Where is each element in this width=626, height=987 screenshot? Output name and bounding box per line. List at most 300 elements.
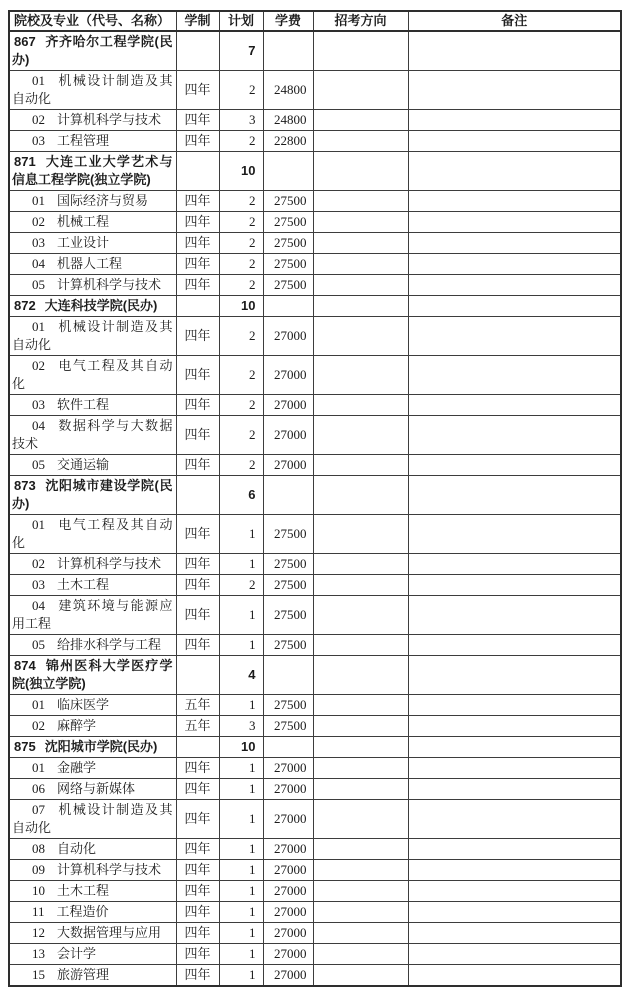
major-recruit-direction-cell (313, 455, 408, 476)
major-name-cell (9, 923, 176, 944)
major-row (9, 800, 621, 839)
major-duration-cell: 四年 (176, 233, 219, 254)
major-duration-cell: 四年 (176, 800, 219, 839)
major-recruit-direction-cell (313, 515, 408, 554)
major-remarks-cell (408, 317, 621, 356)
section-tuition-cell (263, 656, 313, 695)
major-name: 机械工程 (57, 214, 110, 229)
major-duration-cell: 四年 (176, 395, 219, 416)
major-name: 计算机科学与技术 (57, 862, 162, 877)
major-row (9, 635, 621, 656)
major-name: 国际经济与贸易 (57, 193, 149, 208)
major-recruit-direction-cell (313, 275, 408, 296)
major-name: 数据科学与大数据技术 (12, 418, 173, 451)
major-row (9, 71, 621, 110)
major-recruit-direction-cell (313, 923, 408, 944)
section-plan-cell: 10 (219, 296, 263, 317)
section-name: 齐齐哈尔工程学院(民办) (12, 34, 173, 67)
section-name-cell (9, 476, 176, 515)
major-code: 12 (32, 925, 45, 940)
section-recruit-direction-cell (313, 476, 408, 515)
major-code: 02 (32, 718, 45, 733)
major-name-cell (9, 779, 176, 800)
major-recruit-direction-cell (313, 356, 408, 395)
major-name: 计算机科学与技术 (57, 112, 162, 127)
major-duration-cell: 四年 (176, 455, 219, 476)
major-row (9, 965, 621, 987)
major-duration-cell: 四年 (176, 902, 219, 923)
major-name: 工业设计 (57, 235, 110, 250)
section-duration-cell (176, 152, 219, 191)
major-plan-cell: 3 (219, 110, 263, 131)
table-header (9, 11, 621, 31)
major-plan-cell: 1 (219, 860, 263, 881)
major-recruit-direction-cell (313, 902, 408, 923)
major-name-cell (9, 317, 176, 356)
major-row (9, 191, 621, 212)
major-name-cell (9, 191, 176, 212)
major-code: 01 (32, 517, 45, 532)
section-tuition-cell (263, 476, 313, 515)
section-plan-cell: 4 (219, 656, 263, 695)
major-name: 自动化 (57, 841, 97, 856)
major-recruit-direction-cell (313, 944, 408, 965)
section-recruit-direction-cell (313, 737, 408, 758)
major-name: 计算机科学与技术 (57, 556, 162, 571)
section-remarks-cell (408, 737, 621, 758)
major-tuition-cell: 27500 (263, 695, 313, 716)
section-name-cell (9, 656, 176, 695)
major-name: 机械设计制造及其自动化 (12, 802, 173, 835)
major-plan-cell: 1 (219, 965, 263, 987)
major-duration-cell: 四年 (176, 635, 219, 656)
major-duration-cell: 四年 (176, 575, 219, 596)
major-plan-cell: 1 (219, 596, 263, 635)
major-name-cell (9, 596, 176, 635)
major-remarks-cell (408, 71, 621, 110)
major-code: 10 (32, 883, 45, 898)
major-plan-cell: 1 (219, 944, 263, 965)
major-tuition-cell: 24800 (263, 71, 313, 110)
admissions-plan-table (8, 10, 622, 987)
major-recruit-direction-cell (313, 554, 408, 575)
major-recruit-direction-cell (313, 131, 408, 152)
header-row (9, 11, 621, 31)
major-code: 02 (32, 358, 45, 373)
major-code: 02 (32, 112, 45, 127)
section-plan-cell: 10 (219, 152, 263, 191)
major-code: 01 (32, 319, 45, 334)
major-code: 04 (32, 598, 45, 613)
major-remarks-cell (408, 758, 621, 779)
major-recruit-direction-cell (313, 254, 408, 275)
section-name: 沈阳城市学院(民办) (44, 739, 158, 754)
major-name-cell (9, 110, 176, 131)
major-duration-cell: 四年 (176, 881, 219, 902)
major-row (9, 416, 621, 455)
major-remarks-cell (408, 596, 621, 635)
major-name: 工程管理 (57, 133, 110, 148)
major-tuition-cell: 27000 (263, 800, 313, 839)
section-remarks-cell (408, 476, 621, 515)
major-row (9, 596, 621, 635)
major-duration-cell: 四年 (176, 923, 219, 944)
major-row (9, 395, 621, 416)
major-plan-cell: 1 (219, 515, 263, 554)
major-name-cell (9, 839, 176, 860)
section-code: 872 (14, 298, 36, 313)
major-row (9, 839, 621, 860)
section-plan-cell: 7 (219, 31, 263, 71)
major-code: 04 (32, 256, 45, 271)
major-name-cell (9, 902, 176, 923)
section-name-cell (9, 152, 176, 191)
major-tuition-cell: 27000 (263, 860, 313, 881)
major-code: 06 (32, 781, 45, 796)
major-row (9, 575, 621, 596)
column-header-recruit-direction: 招考方向 (313, 11, 408, 31)
major-plan-cell: 1 (219, 800, 263, 839)
major-name-cell (9, 455, 176, 476)
major-code: 05 (32, 637, 45, 652)
major-code: 01 (32, 697, 45, 712)
major-tuition-cell: 27000 (263, 923, 313, 944)
major-code: 02 (32, 556, 45, 571)
major-tuition-cell: 27500 (263, 515, 313, 554)
section-row (9, 152, 621, 191)
major-code: 11 (32, 904, 45, 919)
major-code: 01 (32, 760, 45, 775)
major-remarks-cell (408, 839, 621, 860)
section-duration-cell (176, 476, 219, 515)
section-row (9, 31, 621, 71)
major-name-cell (9, 695, 176, 716)
column-header-duration: 学制 (176, 11, 219, 31)
major-name-cell (9, 515, 176, 554)
major-remarks-cell (408, 131, 621, 152)
major-tuition-cell: 27000 (263, 356, 313, 395)
major-plan-cell: 1 (219, 881, 263, 902)
major-duration-cell: 四年 (176, 317, 219, 356)
section-remarks-cell (408, 152, 621, 191)
column-header-plan: 计划 (219, 11, 263, 31)
major-name-cell (9, 71, 176, 110)
major-code: 01 (32, 193, 45, 208)
major-duration-cell: 五年 (176, 716, 219, 737)
major-row (9, 860, 621, 881)
section-code: 873 (14, 478, 36, 493)
section-recruit-direction-cell (313, 152, 408, 191)
major-tuition-cell: 27500 (263, 254, 313, 275)
column-header-school-major: 院校及专业（代号、名称） (9, 11, 176, 31)
major-name-cell (9, 575, 176, 596)
major-name-cell (9, 716, 176, 737)
section-code: 875 (14, 739, 36, 754)
major-row (9, 110, 621, 131)
major-name-cell (9, 554, 176, 575)
major-duration-cell: 四年 (176, 515, 219, 554)
major-remarks-cell (408, 233, 621, 254)
major-code: 03 (32, 397, 45, 412)
major-plan-cell: 1 (219, 839, 263, 860)
major-row (9, 212, 621, 233)
major-tuition-cell: 27000 (263, 758, 313, 779)
major-row (9, 356, 621, 395)
major-plan-cell: 2 (219, 254, 263, 275)
section-duration-cell (176, 737, 219, 758)
major-plan-cell: 2 (219, 395, 263, 416)
major-plan-cell: 2 (219, 191, 263, 212)
major-plan-cell: 1 (219, 695, 263, 716)
major-plan-cell: 2 (219, 455, 263, 476)
major-plan-cell: 1 (219, 635, 263, 656)
major-name-cell (9, 881, 176, 902)
major-name: 工程造价 (56, 904, 109, 919)
major-recruit-direction-cell (313, 860, 408, 881)
section-row (9, 296, 621, 317)
major-duration-cell: 四年 (176, 596, 219, 635)
major-duration-cell: 四年 (176, 110, 219, 131)
major-row (9, 317, 621, 356)
major-name: 旅游管理 (57, 967, 110, 982)
major-recruit-direction-cell (313, 839, 408, 860)
major-row (9, 716, 621, 737)
section-duration-cell (176, 31, 219, 71)
major-recruit-direction-cell (313, 71, 408, 110)
major-tuition-cell: 27000 (263, 944, 313, 965)
major-tuition-cell: 27500 (263, 191, 313, 212)
section-tuition-cell (263, 31, 313, 71)
major-duration-cell: 四年 (176, 554, 219, 575)
major-recruit-direction-cell (313, 965, 408, 987)
major-code: 07 (32, 802, 45, 817)
major-duration-cell: 五年 (176, 695, 219, 716)
major-name-cell (9, 212, 176, 233)
major-tuition-cell: 27500 (263, 575, 313, 596)
major-recruit-direction-cell (313, 191, 408, 212)
major-recruit-direction-cell (313, 695, 408, 716)
major-remarks-cell (408, 110, 621, 131)
major-remarks-cell (408, 554, 621, 575)
major-duration-cell: 四年 (176, 839, 219, 860)
major-plan-cell: 2 (219, 131, 263, 152)
major-tuition-cell: 27000 (263, 965, 313, 987)
major-tuition-cell: 27500 (263, 716, 313, 737)
major-duration-cell: 四年 (176, 779, 219, 800)
major-name: 会计学 (57, 946, 97, 961)
major-name: 软件工程 (57, 397, 110, 412)
major-recruit-direction-cell (313, 596, 408, 635)
major-tuition-cell: 27500 (263, 596, 313, 635)
major-code: 02 (32, 214, 45, 229)
major-row (9, 923, 621, 944)
section-name-cell (9, 296, 176, 317)
major-tuition-cell: 27500 (263, 233, 313, 254)
major-row (9, 695, 621, 716)
major-row (9, 554, 621, 575)
major-remarks-cell (408, 965, 621, 987)
major-tuition-cell: 27000 (263, 416, 313, 455)
major-row (9, 944, 621, 965)
major-remarks-cell (408, 455, 621, 476)
major-code: 13 (32, 946, 45, 961)
major-name-cell (9, 635, 176, 656)
major-remarks-cell (408, 275, 621, 296)
major-tuition-cell: 27000 (263, 881, 313, 902)
major-tuition-cell: 27000 (263, 395, 313, 416)
major-name: 机械设计制造及其自动化 (12, 319, 173, 352)
major-tuition-cell: 27500 (263, 554, 313, 575)
major-row (9, 902, 621, 923)
major-plan-cell: 2 (219, 416, 263, 455)
major-name: 麻醉学 (57, 718, 97, 733)
section-row (9, 737, 621, 758)
major-tuition-cell: 27500 (263, 212, 313, 233)
major-name: 交通运输 (57, 457, 110, 472)
major-duration-cell: 四年 (176, 212, 219, 233)
major-remarks-cell (408, 515, 621, 554)
major-row (9, 779, 621, 800)
major-remarks-cell (408, 902, 621, 923)
section-plan-cell: 6 (219, 476, 263, 515)
section-plan-cell: 10 (219, 737, 263, 758)
major-code: 03 (32, 235, 45, 250)
section-recruit-direction-cell (313, 31, 408, 71)
major-remarks-cell (408, 881, 621, 902)
major-duration-cell: 四年 (176, 965, 219, 987)
major-tuition-cell: 27000 (263, 839, 313, 860)
major-code: 09 (32, 862, 45, 877)
section-name: 沈阳城市建设学院(民办) (12, 478, 173, 511)
major-row (9, 881, 621, 902)
major-plan-cell: 1 (219, 554, 263, 575)
major-tuition-cell: 27000 (263, 902, 313, 923)
section-row (9, 476, 621, 515)
major-name: 金融学 (57, 760, 97, 775)
section-tuition-cell (263, 737, 313, 758)
major-tuition-cell: 27500 (263, 635, 313, 656)
section-recruit-direction-cell (313, 656, 408, 695)
major-remarks-cell (408, 923, 621, 944)
major-remarks-cell (408, 191, 621, 212)
section-name: 大连工业大学艺术与信息工程学院(独立学院) (12, 154, 173, 187)
major-recruit-direction-cell (313, 635, 408, 656)
major-name-cell (9, 356, 176, 395)
major-recruit-direction-cell (313, 575, 408, 596)
major-name: 建筑环境与能源应用工程 (12, 598, 173, 631)
major-code: 03 (32, 577, 45, 592)
major-code: 08 (32, 841, 45, 856)
major-duration-cell: 四年 (176, 758, 219, 779)
major-recruit-direction-cell (313, 212, 408, 233)
major-remarks-cell (408, 575, 621, 596)
major-duration-cell: 四年 (176, 275, 219, 296)
major-code: 15 (32, 967, 45, 982)
major-name: 土木工程 (57, 883, 110, 898)
major-duration-cell: 四年 (176, 191, 219, 212)
major-name-cell (9, 254, 176, 275)
major-plan-cell: 1 (219, 923, 263, 944)
major-recruit-direction-cell (313, 716, 408, 737)
major-remarks-cell (408, 800, 621, 839)
section-recruit-direction-cell (313, 296, 408, 317)
major-duration-cell: 四年 (176, 71, 219, 110)
major-name-cell (9, 233, 176, 254)
major-plan-cell: 2 (219, 317, 263, 356)
section-tuition-cell (263, 152, 313, 191)
column-header-tuition: 学费 (263, 11, 313, 31)
major-plan-cell: 1 (219, 902, 263, 923)
major-name: 电气工程及其自动化 (12, 358, 173, 391)
major-plan-cell: 2 (219, 71, 263, 110)
major-tuition-cell: 27000 (263, 779, 313, 800)
major-remarks-cell (408, 212, 621, 233)
major-row (9, 233, 621, 254)
major-plan-cell: 3 (219, 716, 263, 737)
major-name-cell (9, 416, 176, 455)
major-tuition-cell: 27000 (263, 455, 313, 476)
major-plan-cell: 2 (219, 356, 263, 395)
major-plan-cell: 1 (219, 758, 263, 779)
major-remarks-cell (408, 716, 621, 737)
major-name-cell (9, 758, 176, 779)
major-row (9, 254, 621, 275)
major-duration-cell: 四年 (176, 254, 219, 275)
major-recruit-direction-cell (313, 395, 408, 416)
section-duration-cell (176, 296, 219, 317)
major-name-cell (9, 131, 176, 152)
major-code: 05 (32, 277, 45, 292)
major-recruit-direction-cell (313, 110, 408, 131)
major-tuition-cell: 24800 (263, 110, 313, 131)
major-remarks-cell (408, 416, 621, 455)
major-duration-cell: 四年 (176, 416, 219, 455)
major-name: 机器人工程 (57, 256, 123, 271)
major-remarks-cell (408, 944, 621, 965)
major-name: 大数据管理与应用 (57, 925, 162, 940)
major-recruit-direction-cell (313, 881, 408, 902)
major-recruit-direction-cell (313, 779, 408, 800)
major-remarks-cell (408, 254, 621, 275)
major-recruit-direction-cell (313, 317, 408, 356)
major-name: 临床医学 (57, 697, 110, 712)
section-name: 大连科技学院(民办) (44, 298, 158, 313)
table-body (9, 31, 621, 986)
major-name-cell (9, 800, 176, 839)
major-remarks-cell (408, 860, 621, 881)
major-plan-cell: 2 (219, 575, 263, 596)
major-name: 网络与新媒体 (57, 781, 136, 796)
major-duration-cell: 四年 (176, 131, 219, 152)
major-code: 03 (32, 133, 45, 148)
section-remarks-cell (408, 656, 621, 695)
section-duration-cell (176, 656, 219, 695)
major-duration-cell: 四年 (176, 860, 219, 881)
major-duration-cell: 四年 (176, 944, 219, 965)
column-header-remarks: 备注 (408, 11, 621, 31)
major-remarks-cell (408, 779, 621, 800)
major-row (9, 758, 621, 779)
major-code: 05 (32, 457, 45, 472)
major-code: 01 (32, 73, 45, 88)
section-name-cell (9, 31, 176, 71)
section-code: 867 (14, 34, 36, 49)
major-tuition-cell: 27500 (263, 275, 313, 296)
major-remarks-cell (408, 635, 621, 656)
major-name-cell (9, 275, 176, 296)
major-row (9, 455, 621, 476)
major-recruit-direction-cell (313, 758, 408, 779)
